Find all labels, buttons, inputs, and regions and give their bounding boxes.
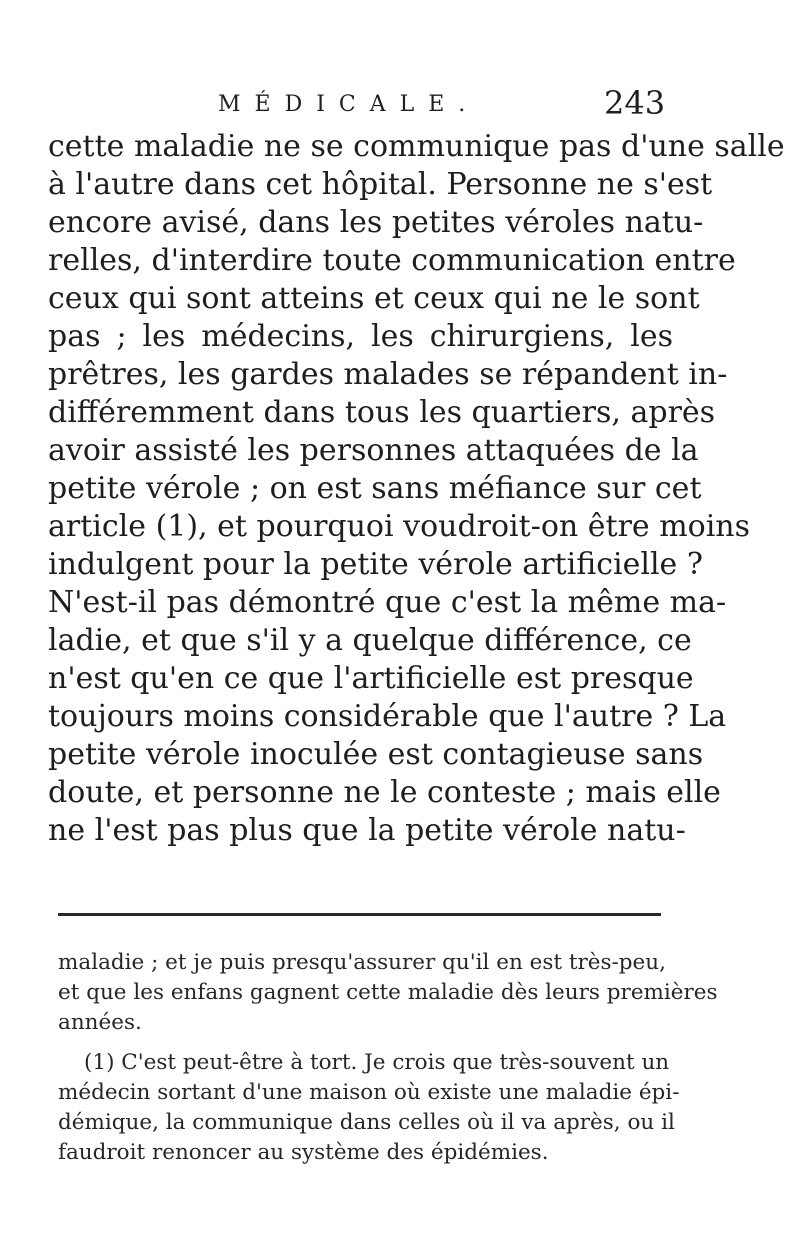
footnotes [58, 948, 718, 1168]
text-line: article (1), et pourquoi voudroit-on être moins [48, 509, 751, 544]
text-line: indulgent pour la petite vérole artificielle ? [48, 547, 703, 582]
text-line: n'est qu'en ce que l'artificielle est presque [48, 661, 694, 696]
text-line: petite vérole ; on est sans méfiance sur cet [48, 471, 702, 506]
footnote-divider [58, 913, 661, 916]
footnote-gap [58, 1038, 663, 1048]
text-line: toujours moins considérable que l'autre ? La [48, 699, 727, 734]
footnote-1 [58, 1048, 680, 1168]
footnote-line: années. [58, 1010, 142, 1035]
text-line: ceux qui sont atteins et ceux qui ne le sont [48, 281, 700, 316]
text-line: encore avisé, dans les petites véroles natu- [48, 205, 704, 240]
footnote-continued [58, 948, 718, 1038]
running-head [218, 92, 668, 132]
main-text [48, 128, 785, 850]
text-line: à l'autre dans cet hôpital. Personne ne s'est [48, 167, 713, 202]
text-line: prêtres, les gardes malades se répandent in- [48, 357, 728, 392]
footnote-line: médecin sortant d'une maison où existe une maladie épi- [58, 1080, 680, 1105]
text-line: avoir assisté les personnes attaquées de la [48, 433, 699, 468]
text-line: N'est-il pas démontré que c'est la même ma- [48, 585, 727, 620]
text-line: relles, d'interdire toute communication entre [48, 243, 736, 278]
text-line: ladie, et que s'il y a quelque différence, ce [48, 623, 692, 658]
footnote-line: maladie ; et je puis presqu'assurer qu'il en est très-peu, [58, 950, 666, 975]
page-number: 243 [604, 84, 666, 122]
text-line: doute, et personne ne le conteste ; mais elle [48, 775, 721, 810]
footnote-line: (1) C'est peut-être à tort. Je crois que très-souvent un [84, 1050, 670, 1075]
text-line: différemment dans tous les quartiers, après [48, 395, 716, 430]
footnote-line: faudroit renoncer au système des épidémies. [58, 1140, 549, 1165]
footnote-line: démique, la communique dans celles où il va après, ou il [58, 1110, 675, 1135]
footnote-line: et que les enfans gagnent cette maladie dès leurs premières [58, 980, 718, 1005]
text-line: ne l'est pas plus que la petite vérole natu- [48, 813, 686, 848]
running-title: MÉDICALE. [218, 92, 480, 117]
text-line: cette maladie ne se communique pas d'une salle [48, 129, 785, 164]
text-line: pas ; les médecins, les chirurgiens, les [48, 319, 673, 354]
text-line: petite vérole inoculée est contagieuse sans [48, 737, 704, 772]
